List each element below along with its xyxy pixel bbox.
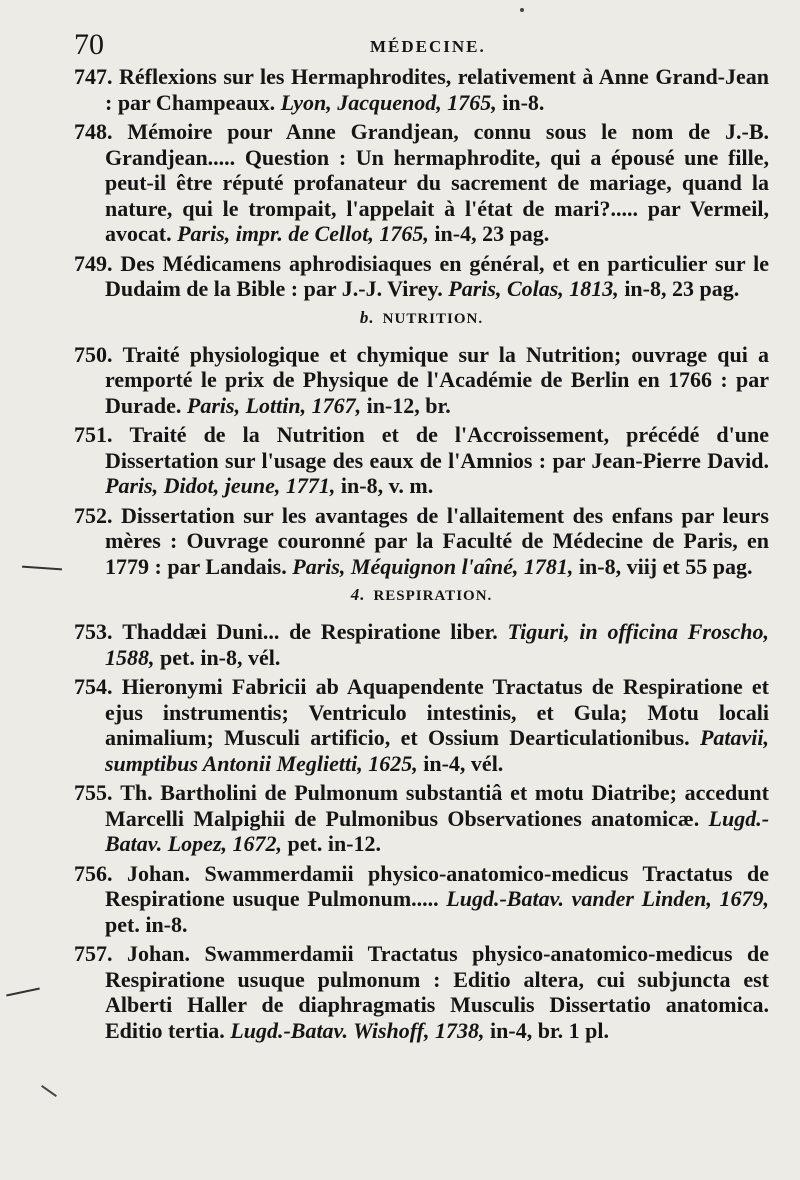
- bibliography-list: [74, 64, 769, 1047]
- entry-text: Johan. Swammerdamii physico-anatomico-medicus Tractatus de Respiratione usuque Pulmonum.....: [105, 860, 769, 911]
- bibliography-entry-757: [74, 941, 769, 1043]
- entry-number: 749.: [74, 250, 113, 276]
- entry-imprint: Paris, Didot, jeune, 1771,: [105, 473, 336, 498]
- entry-format: pet. in-12.: [282, 831, 381, 856]
- entry-text: Des Médicamens aphrodisiaques en général, et en particulier sur le Dudaim de la Bible : par J.-J. Virey.: [105, 250, 770, 301]
- entry-number: 750.: [74, 341, 113, 367]
- entry-number: 755.: [74, 780, 113, 805]
- entry-imprint: Lugd.-Batav. vander Linden, 1679,: [446, 886, 769, 911]
- bibliography-entry-747: [74, 64, 769, 115]
- margin-pencil-mark: [41, 1085, 57, 1097]
- bibliography-entry-755: [74, 780, 769, 857]
- entry-format: in-8, v. m.: [335, 473, 434, 498]
- entry-number: 751.: [74, 422, 113, 447]
- entry-imprint: Tiguri, in officina Froscho, 1588,: [105, 619, 770, 670]
- entry-text: Réflexions sur les Hermaphrodites, relativement à Anne Grand-Jean : par Champeaux.: [105, 64, 770, 115]
- margin-pencil-mark: [6, 987, 40, 996]
- bibliography-entry-753: [74, 619, 769, 670]
- entry-imprint: Paris, Colas, 1813,: [448, 276, 619, 301]
- entry-imprint: Paris, Lottin, 1767,: [186, 392, 362, 418]
- entry-number: 752.: [74, 502, 113, 528]
- entry-text: Dissertation sur les avantages de l'allaitement des enfans par leurs mères : Ouvrage couronné par la Faculté de Médecine de Paris, en 1779 : par Landais.: [105, 502, 769, 579]
- section-heading-respiration: [74, 585, 769, 605]
- bibliography-entry-754: [74, 674, 769, 776]
- entry-format: in-4, 23 pag.: [428, 221, 550, 246]
- entry-text: Thaddæi Duni... de Respiratione liber.: [122, 619, 498, 644]
- entry-number: 757.: [74, 941, 113, 966]
- entry-text: Hieronymi Fabricii ab Aquapendente Tractatus de Respiratione et ejus instrumentis; Ventriculo intestinis, et Gula; Motu locali animalium; Musculi artificio, et Ossium Dearticulationibus.: [105, 674, 769, 750]
- entry-format: in-8, 23 pag.: [618, 276, 740, 301]
- section-mark: b.: [359, 307, 375, 327]
- bibliography-entry-748: [74, 119, 769, 247]
- entry-number: 747.: [74, 64, 113, 89]
- entry-format: in-4, vél.: [417, 750, 504, 776]
- entry-format: in-8.: [496, 89, 545, 115]
- entry-imprint: Lugd.-Batav. Wishoff, 1738,: [230, 1017, 485, 1043]
- entry-imprint: Patavii, sumptibus Antonii Meglietti, 1625,: [105, 725, 769, 776]
- entry-text: Traité physiologique et chymique sur la Nutrition; ouvrage qui a remporté le prix de Physique de l'Académie de Berlin en 1766 : par Durade.: [105, 341, 770, 418]
- running-title: MÉDECINE.: [370, 37, 486, 56]
- section-heading-nutrition: [74, 308, 769, 328]
- section-mark: 4.: [350, 585, 366, 604]
- section-title: NUTRITION.: [382, 310, 484, 327]
- entry-format: pet. in-8, vél.: [154, 644, 281, 670]
- bibliography-entry-749: [74, 251, 769, 302]
- bibliography-entry-756: [74, 861, 769, 938]
- section-title: RESPIRATION.: [373, 588, 493, 604]
- bibliography-entry-750: [74, 342, 769, 419]
- entry-format: in-8, viij et 55 pag.: [573, 553, 753, 579]
- entry-number: 756.: [74, 860, 113, 886]
- entry-text: Traité de la Nutrition et de l'Accroissement, précédé d'une Dissertation sur l'usage des eaux de l'Amnios : par Jean-Pierre David.: [105, 422, 770, 473]
- entry-format: in-4, br. 1 pl.: [484, 1017, 610, 1043]
- entry-text: Johan. Swammerdamii Tractatus physico-anatomico-medicus de Respiratione usuque pulmonum : Editio altera, cui subjuncta est Alberti Haller de diaphragmatis Musculis Dissertatio anatomica. Editio tertia.: [105, 941, 769, 1043]
- entry-number: 754.: [74, 674, 113, 699]
- page-number: 70: [74, 28, 104, 61]
- entry-format: in-12, br.: [361, 392, 451, 418]
- entry-imprint: Paris, impr. de Cellot, 1765,: [177, 221, 429, 246]
- entry-number: 748.: [74, 119, 113, 144]
- entry-number: 753.: [74, 619, 113, 644]
- entry-imprint: Lugd.-Batav. Lopez, 1672,: [105, 805, 770, 856]
- bibliography-entry-751: [74, 422, 769, 499]
- ink-speck: [520, 8, 524, 12]
- margin-pencil-mark: [22, 566, 62, 571]
- entry-text: Th. Bartholini de Pulmonum substantiâ et motu Diatribe; accedunt Marcelli Malpighii de Pulmonibus Observationes anatomicæ.: [105, 780, 769, 831]
- entry-imprint: Paris, Méquignon l'aîné, 1781,: [292, 553, 574, 579]
- entry-imprint: Lyon, Jacquenod, 1765,: [280, 89, 497, 115]
- entry-format: pet. in-8.: [105, 911, 188, 937]
- bibliography-entry-752: [74, 503, 769, 580]
- entry-text: Mémoire pour Anne Grandjean, connu sous le nom de J.-B. Grandjean..... Question : Un hermaphrodite, qui a épousé une fille, peut-il être réputé profanateur du sacrement de mariage, quand la nature, qui le trompait, l'appelait à l'état de mari?..... par Vermeil, avocat.: [105, 119, 769, 246]
- page-header: [74, 28, 760, 62]
